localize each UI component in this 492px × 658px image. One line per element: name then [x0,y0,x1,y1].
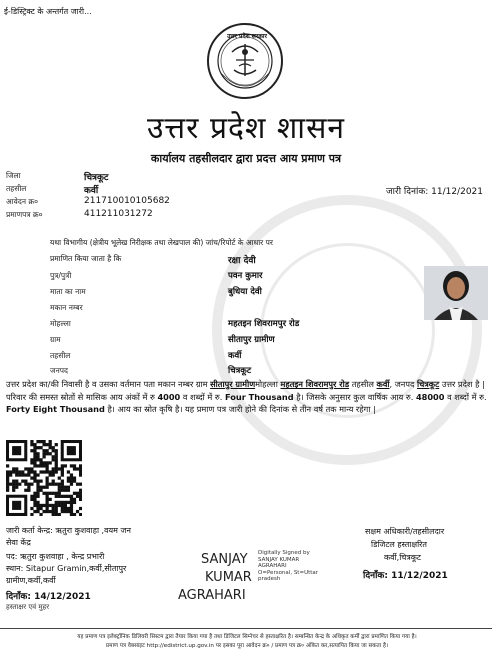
signature-name-3: AGRAHARI [178,588,246,603]
meta-value-district: चित्रकूट [84,173,109,183]
field-label-parent: पुत्र/पुत्री [50,271,72,280]
body-paragraph: उत्तर प्रदेश का/की निवासी है व उसका वर्तमान पता मकान नम्बर ग्राम सीतापुर ग्रामीणमोहल्ला महतइन शिवरामपुर रोड तहसील कर्वी, जनपद चित्रकूट उत्तर प्रदेश है | परिवार की समस्त स्रोतों से मासिक आय अंकों में रु 4000 व शब्दों में रु. Four Thousand है। जिसके अनुसार कुल वार्षिक आय रु. 48000 व शब्दों में रु. Forty Eight Thousand है। आय का स्रोत कृषि है। यह प्रमाण पत्र जारी होने की दिनांक से तीन वर्ष तक मान्य रहेगा | [6,379,487,414]
field-value-district: चित्रकूट [228,366,252,376]
issuer-post: पद: ऋतुरा कुशवाहा , केन्द्र प्रभारी [6,552,105,561]
page-title: उत्तर प्रदेश शासन [146,111,345,146]
officer-office: कर्वी,चित्रकूट [384,553,421,562]
intro-line-2: प्रमाणित किया जाता है कि [50,254,122,263]
meta-label-tehsil: तहसील [6,184,27,193]
officer-date: दिनाँक: 11/12/2021 [363,571,448,581]
footer-note: यह प्रमाण पत्र इलेक्ट्रॉनिक डिलिवरी सिस्टम द्वारा तैयार किया गया है तथा डिजिटल सिग्नेचर से हस्ताक्षरित है। सम्बन्धित केन्द्र के अधिकृत कर्मी द्वारा प्रमाणित किया गया है। प्रमाण पत्र वेबसाइट http://edistrict.up.gov.in पर इसका पूरा आवेदन क्र० / प्रमाण पत्र क्र० अंकित कर,सत्यापित किया जा सकता है। [77,634,417,649]
meta-value-tehsil: कर्वी [84,186,99,196]
field-label-mother: माता का नाम [50,287,86,296]
issuer-date: दिनाँक: 14/12/2021 [6,592,91,602]
field-label-district: जनपद [50,366,68,375]
field-label-tehsil: तहसील [50,351,71,360]
meta-value-certificate-no: 411211031272 [84,209,153,219]
body-annual-income-words: Forty Eight Thousand [6,404,105,414]
applicant-photo [424,266,488,320]
body-monthly-income-words: Four Thousand [225,391,294,402]
body-district: चित्रकूट [416,379,440,389]
field-value-parent: पवन कुमार [228,271,263,281]
field-label-mohalla: मोहल्ला [50,319,71,328]
body-village: सीतापुर ग्रामीण [210,379,256,389]
meta-value-application-no: 211710010105682 [84,196,170,206]
officer-title: सक्षम अधिकारी/तहसीलदार [365,527,445,536]
signature-name-2: KUMAR [205,570,252,585]
signature-name-1: SANJAY [201,552,248,567]
qr-code [6,440,82,516]
issuer-centre: जारी कर्ता केन्द्र: ऋतुरा कुशवाहा ,वयम जन [6,526,131,535]
issuer-place: स्थान: Sitapur Gramin,कर्वी,सीतापुर [6,564,127,573]
header-note: ई-डिस्ट्रिक्ट के अन्तर्गत जारी... [4,7,92,16]
digital-signature-info: Digitally Signed by SANJAY KUMAR AGRAHARI O=Personal, St=Uttar pradesh [258,550,319,582]
meta-label-certificate-no: प्रमाणपत्र क्र० [6,210,43,219]
emblem-ring-text: उत्तर प्रदेश सरकार [227,33,267,40]
page-subtitle: कार्यालय तहसीलदार द्वारा प्रदत्त आय प्रमाण पत्र [150,152,342,165]
field-value-tehsil: कर्वी [228,351,242,361]
issuer-centre-2: सेवा केंद्र [6,538,31,547]
issuer-place-2: ग्रामीण,कर्वी,कर्वी [6,576,56,585]
body-mohalla: महतइन शिवरामपुर रोड [280,379,350,389]
issue-date: जारी दिनांक: 11/12/2021 [386,187,483,197]
meta-label-district: जिला [6,171,21,180]
officer-digital-signed: डिजिटल हस्ताक्षरित [371,540,427,549]
issuer-seal-label: हस्ताक्षर एवं मुहर [6,603,50,611]
body-tehsil: कर्वी [376,379,390,389]
body-annual-income: 48000 [415,391,445,402]
intro-line-1: यथा विभागीय (क्षेत्रीय भूलेख निरीक्षक तथा लेखपाल की) जांच/रिपोर्ट के आधार पर [50,238,273,247]
field-value-mohalla: महतइन शिवरामपुर रोड [228,319,300,329]
applicant-name: रक्षा देवी [228,256,256,266]
field-label-village: ग्राम [50,335,61,344]
meta-label-application-no: आवेदन क्र० [6,197,39,206]
footer-divider [0,628,492,629]
field-value-village: सीतापुर ग्रामीण [228,335,275,345]
field-label-house-no: मकान नम्बर [50,303,83,312]
body-monthly-income: 4000 [157,391,181,402]
field-value-mother: बुधिया देवी [228,287,262,297]
